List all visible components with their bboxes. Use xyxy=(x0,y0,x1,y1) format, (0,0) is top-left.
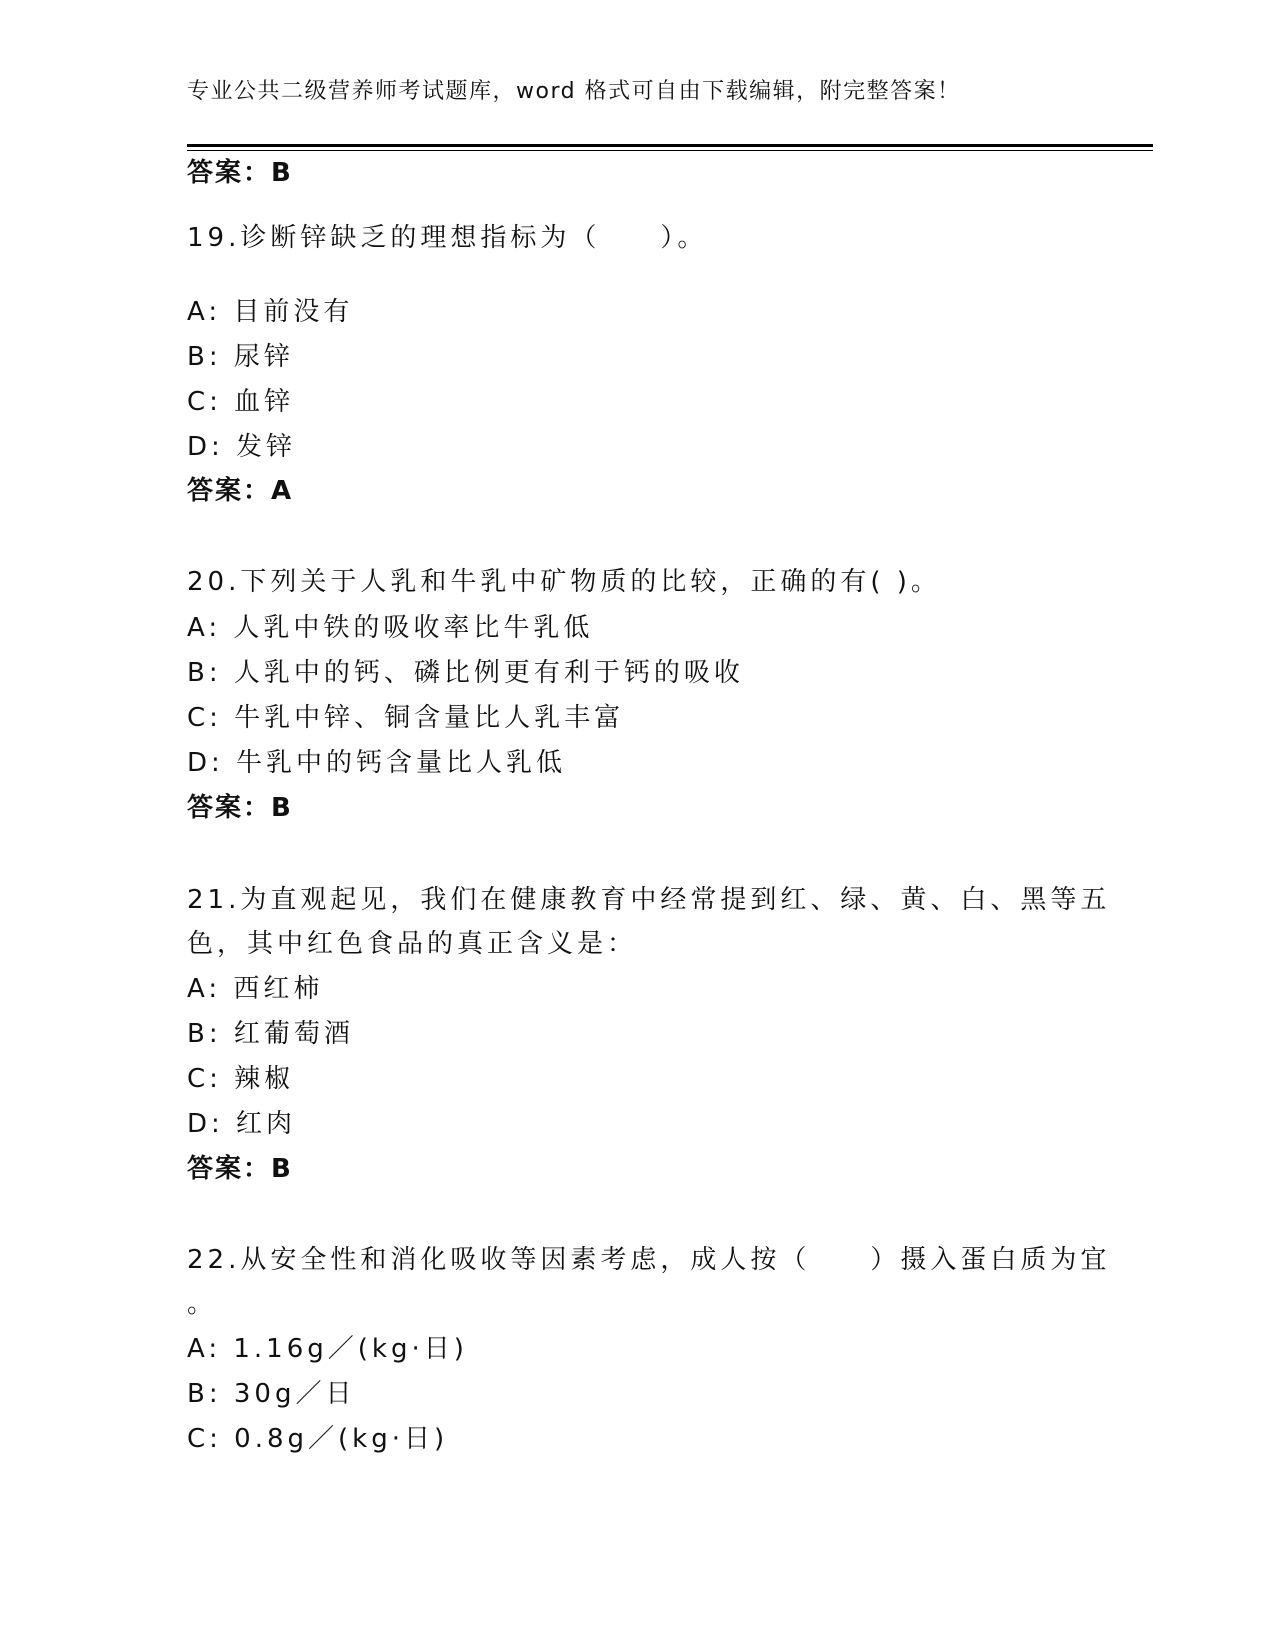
question-20-option-d: D: 牛乳中的钙含量比人乳低 xyxy=(187,748,567,778)
question-22-stem-line-2: 。 xyxy=(187,1289,218,1319)
page-header: 专业公共二级营养师考试题库，word 格式可自由下载编辑，附完整答案！ xyxy=(187,79,961,104)
question-21-stem-line-1: 21.为直观起见，我们在健康教育中经常提到红、绿、黄、白、黑等五 xyxy=(187,885,1111,915)
question-21-stem-line-2: 色，其中红色食品的真正含义是： xyxy=(187,929,638,959)
answer-prev: 答案：B xyxy=(187,158,293,188)
question-20-option-a: A: 人乳中铁的吸收率比牛乳低 xyxy=(187,613,594,643)
question-21-answer: 答案：B xyxy=(187,1154,293,1184)
question-19-option-c: C: 血锌 xyxy=(187,387,295,417)
question-22-option-a: A: 1.16g／(kg·日) xyxy=(187,1334,468,1364)
question-20-option-b: B: 人乳中的钙、磷比例更有利于钙的吸收 xyxy=(187,658,744,688)
question-20-stem: 20.下列关于人乳和牛乳中矿物质的比较，正确的有( )。 xyxy=(187,567,941,597)
question-19-stem: 19.诊断锌缺乏的理想指标为（ ）。 xyxy=(187,223,708,253)
question-22-option-c: C: 0.8g／(kg·日) xyxy=(187,1424,449,1454)
question-19-answer: 答案：A xyxy=(187,476,294,506)
question-19-option-a: A: 目前没有 xyxy=(187,297,354,327)
question-22-option-b: B: 30g／日 xyxy=(187,1379,356,1409)
header-rule-thin xyxy=(187,150,1153,151)
header-rule-thick xyxy=(187,144,1153,147)
question-21-option-b: B: 红葡萄酒 xyxy=(187,1019,354,1049)
question-21-option-a: A: 西红柿 xyxy=(187,974,324,1004)
question-21-option-c: C: 辣椒 xyxy=(187,1064,295,1094)
question-22-stem-line-1: 22.从安全性和消化吸收等因素考虑，成人按（ ）摄入蛋白质为宜 xyxy=(187,1245,1111,1275)
question-20-option-c: C: 牛乳中锌、铜含量比人乳丰富 xyxy=(187,703,625,733)
question-21-option-d: D: 红肉 xyxy=(187,1109,297,1139)
question-19-option-b: B: 尿锌 xyxy=(187,342,294,372)
question-19-option-d: D: 发锌 xyxy=(187,432,297,462)
question-20-answer: 答案：B xyxy=(187,793,293,823)
